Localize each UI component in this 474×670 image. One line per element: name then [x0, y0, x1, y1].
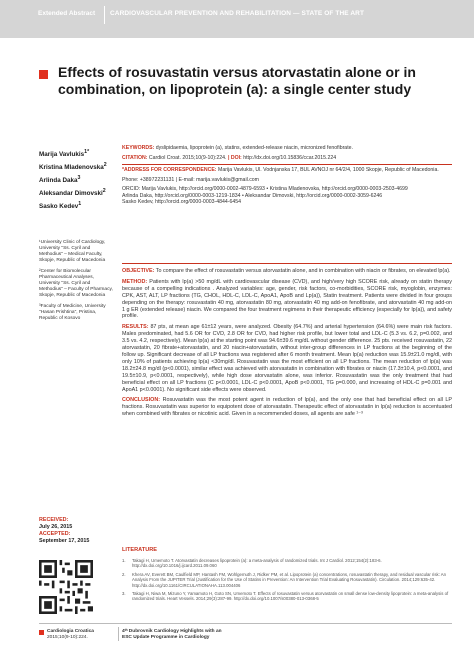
received-label: RECEIVED:: [39, 517, 69, 523]
keywords: KEYWORDS: dyslipidaemia, lipoprotein (a), statins, extended-release niacin, micronized fenofibrate.: [122, 145, 353, 151]
journal-name: Cardiologia Croatica: [47, 629, 94, 634]
article-metadata: [122, 145, 452, 206]
footer-separator: [118, 627, 119, 641]
abstract: [122, 268, 452, 422]
divider: [122, 164, 452, 165]
doi-link[interactable]: http://dx.doi.org/10.15836/ccar.2015.224: [243, 154, 337, 161]
affiliation: ¹University Clinic of Cardiology, University "Ss. Cyril and Methodius" – Medical Faculty, Skopje, Republic of Macedonia: [39, 240, 106, 263]
method: METHOD: Patients with lp(a) >50 mg/dL with cardiovascular disease (CVD), and high/very high SCORE risk, already on statin therapy because of a compelling indications . Analyzed variables: age, gender, risk factors, co-morbidities, SCORE risk, myoglobin, enzymes: CPK, AST, ALT, LP fractions (TG, CHOL, HDL-C, LDL-C, ApoA1, ApoB and Lp(a)), Statin treatment. Patients were divided in four groups depending on the therapy: rosuvastatin 40 mg, atorvastatin 80 mg, atorvastatin 40 mg add-on fenofibrate, and atorvastatin 40 mg add-on 1 g ER (extended release) niacin. We compared the four treatment regimens in their therapeutic efficiency (especially for lp(a)), and safety profile.: [122, 278, 452, 320]
article-type: Extended Abstract: [38, 10, 96, 17]
divider: [122, 263, 452, 264]
accepted-date: September 17, 2015: [39, 538, 90, 544]
author-list: [39, 147, 117, 212]
author-name: Aleksandar Dimovski$^2$: [39, 188, 106, 198]
objective: OBJECTIVE: To compare the effect of rosuvastatin versus atorvastatin alone, and in combination with niacin or fibrates, on elevated lp(a).: [122, 268, 451, 274]
author-name: Kristina Mladenovska$^2$: [39, 162, 107, 172]
header-divider: [104, 6, 105, 24]
footer-divider: [39, 623, 452, 624]
section-title: CARDIOVASCULAR PREVENTION AND REHABILITATION — STATE OF THE ART: [110, 10, 365, 17]
citation: CITATION: Cardiol Croat. 2015;10(9-10):224. | DOI: http://dx.doi.org/10.15836/ccar.2015.224: [122, 154, 337, 161]
conclusion: CONCLUSION: Rosuvastatin was the most potent agent in reduction of lp(a), and the only one that had beneficial effect on all LP fractions. Rosuvastatin was superior to equipotent dose of atorvastatin. Therapeutic effect of atorvastatin in lp(a) reduction is accentuated when combined with fibrates or nicotinic acid. Given in a recommended doses, all agents are safe ¹⁻³: [122, 397, 452, 418]
qr-code-icon[interactable]: [39, 560, 93, 614]
dates: [39, 517, 115, 545]
reference-list: [122, 558, 452, 605]
accepted-label: ACCEPTED:: [39, 531, 71, 537]
results: RESULTS: 87 pts, at mean age 61±12 years, were analyzed. Obesity (64.7%) and arterial hypertension (64.6%) were main risk factors. Males predominated, had 5.6 OR for CVD, 2.8 OR for CVD, had higher risk profile, but lower total and LDL-C (5.3 vs. 6.2, p=0.002, and 3.5 vs. 4.2, respectively). Mean lp(a) at the starting point was 94.6±39.6 mg/dL without gender difference. 25 pts. received rosuvastatin, 22 atorvastatin, 20 fibrate+atorvastatin, and 20 niacin+atorvastatin, without inter-group differences in LP fractions at the beginning of the follow up. Significant decrease of all LP fractions was registered after 6 month treatment. Mean lp(a) reduction was 15.9±21.0 mg/dl, with only 10% of patients achieving lp(a) <30mg/dl. Rosuvastatin was the most efficient on all LP fractions. The mean reduction of lp(a) was 18.2±24.8 mg/dl (p<0.0001), similar effect was achieved with atorvastatin in combination with fibrates or niacin (17.3±10.4, p<0.0001, and 19.5±10.9, p<0.0001, respectively), while high dose atorvastatin alone, was inferior. Rosuvastatin was the only treatment that had beneficial effect on all LP fractions (C p<0.0001, LDL-C p<0.0001, ApoB p<0.0001, TG p=0.000, and increasing of HDL-C p=0.001 and ApoA1 p<0.0001). No significant side effects were observed.: [122, 324, 452, 393]
contact: Phone: +38972231131 | E-mail: marija.vavlukis@gmail.com: [122, 176, 259, 183]
journal-info: [47, 629, 94, 641]
header-bar: [0, 0, 474, 38]
reference-item: 2. Khera AV, Everett BM, Caulfield MP, Hantash FM, Wohlgemuth J, Ridker PM, et al. Lipoprotein (a) concentrations, rosuvastatin therapy, and residual vascular risk: An Analysis From the JUPITER Trial (Justification for the Use of Statins in Prevention: An Intervention Trial Evaluating Rosuvastatin). Circulation. 2014;129:635-42. http://dx.doi.org/10.1161/CIRCULATIONAHA.113.004406: [122, 571, 447, 588]
correspondence: *ADDRESS FOR CORRESPONDENCE: Marija Vavlukis, Ul. Vodnjanska 17, BUL AVNOJ nr 64/2/4, 1000 Skopje, Republic of Macedonia.: [122, 167, 439, 173]
affiliation: ³Faculty of Medicine, University "Hasan Prishtina", Pristina, Republic of Kosovo: [39, 304, 106, 321]
received-date: July 26, 2015: [39, 524, 73, 530]
orcid-line: ORCID: Marija Vavlukis, http://orcid.org/0000-0002-4879-6593 • Kristina Mladenovska, http://orcid.org/0000-0003-2503-4699: [122, 186, 408, 192]
reference-item: 1. Takagi H, Umemoto T. Atorvastatin decreases lipoprotein (a): a meta-analysis of randomized trials. Int J Cardiol. 2012;154(2):183-6. http://dx.doi.org/10.1016/j.ijcard.2011.09.060: [122, 558, 382, 569]
reference-item: 3. Takagi H, Niwa M, Mizuno Y, Yamamoto H, Goto SN, Umemoto T. Effects of rosuvastatin versus atorvastatin on small dense low-density lipoprotein: a meta-analysis of randomized trials. Heart Vessels. 2014;29(3):287-99. http://dx.doi.org/10.1007/s00380-013-0368-5: [122, 591, 449, 602]
author-name: Arlinda Daka$^3$: [39, 175, 81, 185]
author-name: Sasko Kedev$^1$: [39, 201, 82, 211]
article-title: Effects of rosuvastatin versus atorvastatin alone or in combination, on lipoprotein (a): a single center study: [58, 64, 416, 97]
square-marker-icon: [39, 70, 48, 79]
journal-marker-icon: [39, 630, 44, 635]
conference-name: 4ᵗʰ Dubrovnik Cardiology Highlights with an ESC Update Programme in Cardiology: [122, 629, 222, 640]
author-name: Marija Vavlukis$^{1*}$: [39, 149, 90, 159]
orcid-line: Arlinda Daka, http://orcid.org/0000-0003-1219-1834 • Aleksandar Dimovski, http://orcid.org/0000-0002-3059-6246: [122, 192, 383, 199]
affiliations: [39, 240, 115, 327]
journal-issue: 2015;10(9-10):224.: [47, 635, 88, 640]
literature-heading: LITERATURE: [122, 547, 158, 553]
orcid-line: Sasko Kedev, http://orcid.org/0000-0003-4844-6454: [122, 199, 242, 205]
affiliation: ²Center for Biomolecular Pharmaceutical Analyses, University "Ss. Cyril and Methodius" – Faculty of Pharmacy, Skopje, Republic of Macedonia: [39, 269, 113, 298]
